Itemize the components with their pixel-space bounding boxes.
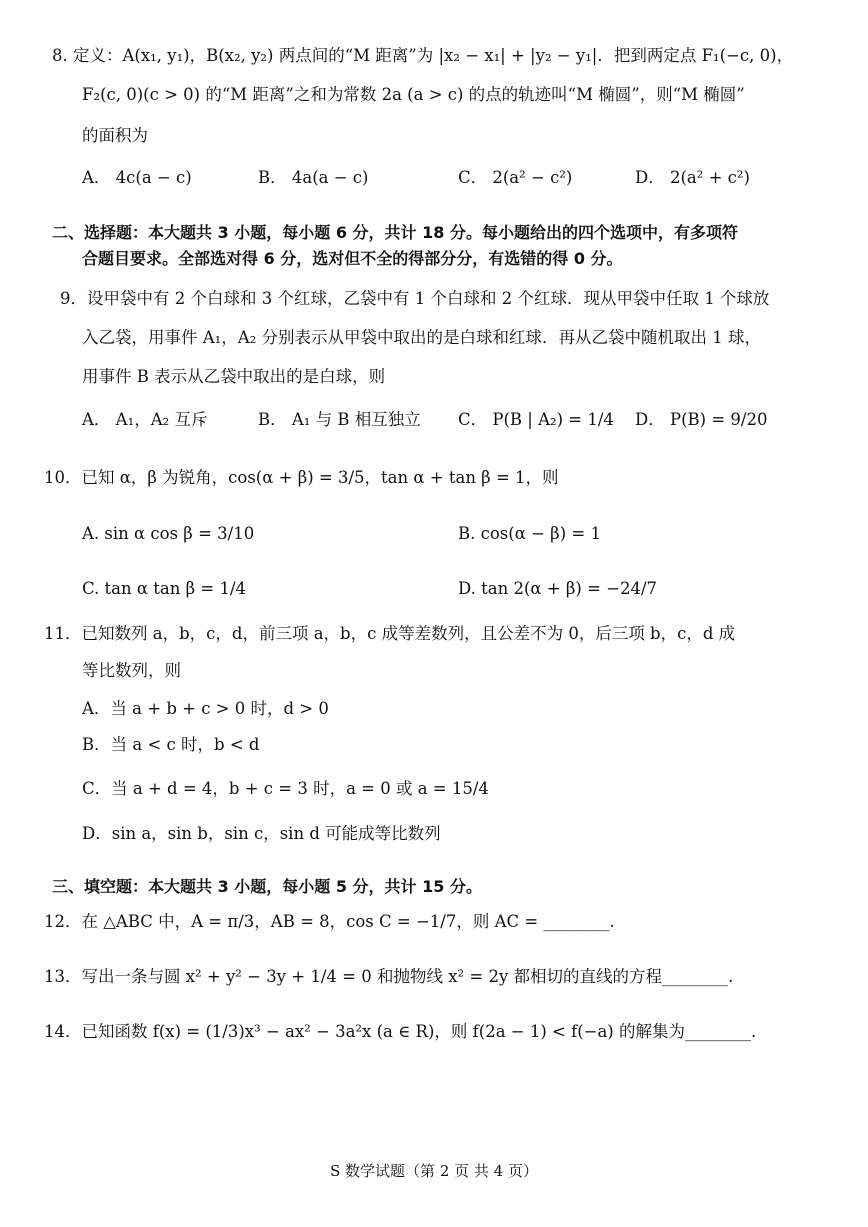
q9-line2: 入乙袋，用事件 A₁，A₂ 分别表示从甲袋中取出的是白球和红球．再从乙袋中随机取出 1 球， [82, 328, 762, 347]
q9-option-a: A． A₁，A₂ 互斥 [82, 410, 208, 429]
q8-option-c: C． 2(a² − c²) [458, 168, 573, 187]
q8-line2: F₂(c, 0)(c > 0) 的“M 距离”之和为常数 2a (a > c) 的点的轨迹叫“M 椭圆”，则“M 椭圆” [82, 85, 745, 104]
q8-option-b: B． 4a(a − c) [258, 168, 369, 187]
q8-option-a: A． 4c(a − c) [82, 168, 192, 187]
q11-option-a: A．当 a + b + c > 0 时，d > 0 [82, 699, 329, 718]
q8-option-d: D． 2(a² + c²) [635, 168, 750, 187]
q11-line1: 11．已知数列 a，b，c，d，前三项 a，b，c 成等差数列，且公差不为 0，后三项 b，c，d 成 [44, 624, 736, 643]
q9-option-b: B． A₁ 与 B 相互独立 [258, 410, 421, 429]
q11-option-b: B．当 a < c 时，b < d [82, 735, 260, 754]
q9-line3: 用事件 B 表示从乙袋中取出的是白球，则 [82, 367, 386, 386]
section2-heading-line2: 合题目要求。全部选对得 6 分，选对但不全的得部分分，有选错的得 0 分。 [82, 249, 623, 268]
q8-line3: 的面积为 [82, 126, 148, 145]
page-footer: S 数学试题（第 2 页 共 4 页） [330, 1162, 538, 1180]
q10-line1: 10．已知 α，β 为锐角，cos(α + β) = 3/5，tan α + tan β = 1，则 [44, 468, 559, 487]
q10-option-c: C. tan α tan β = 1/4 [82, 579, 247, 598]
q10-option-d: D. tan 2(α + β) = −24/7 [458, 579, 658, 598]
section3-heading: 三、填空题：本大题共 3 小题，每小题 5 分，共计 15 分。 [52, 877, 482, 896]
q9-option-d: D． P(B) = 9/20 [635, 410, 768, 429]
q12-line1: 12．在 △ABC 中，A = π/3，AB = 8，cos C = −1/7，则 AC = ________. [44, 912, 615, 931]
q8-line1: 8. 定义：A(x₁, y₁)，B(x₂, y₂) 两点间的“M 距离”为 |x₂ − x₁| + |y₂ − y₁|．把到两定点 F₁(−c, 0)， [52, 46, 794, 65]
q11-option-c: C．当 a + d = 4，b + c = 3 时，a = 0 或 a = 15/4 [82, 779, 489, 798]
q10-option-b: B. cos(α − β) = 1 [458, 524, 601, 543]
q9-line1: 9．设甲袋中有 2 个白球和 3 个红球，乙袋中有 1 个白球和 2 个红球．现从甲袋中任取 1 个球放 [60, 289, 770, 308]
q14-line1: 14．已知函数 f(x) = (1/3)x³ − ax² − 3a²x (a ∈ R)，则 f(2a − 1) < f(−a) 的解集为________. [44, 1022, 757, 1041]
q9-option-c: C． P(B | A₂) = 1/4 [458, 410, 614, 429]
q11-option-d: D．sin a，sin b，sin c，sin d 可能成等比数列 [82, 824, 441, 843]
section2-heading-line1: 二、选择题：本大题共 3 小题，每小题 6 分，共计 18 分。每小题给出的四个选项中，有多项符 [52, 223, 738, 242]
q13-line1: 13．写出一条与圆 x² + y² − 3y + 1/4 = 0 和抛物线 x² = 2y 都相切的直线的方程________. [44, 967, 734, 986]
q10-option-a: A. sin α cos β = 3/10 [82, 524, 255, 543]
q11-line2: 等比数列，则 [82, 661, 181, 680]
